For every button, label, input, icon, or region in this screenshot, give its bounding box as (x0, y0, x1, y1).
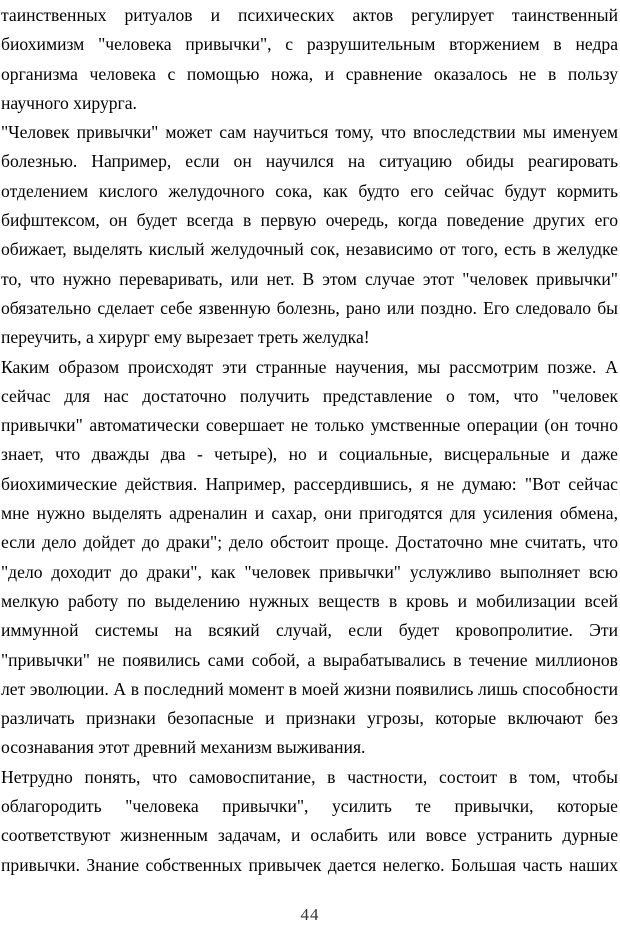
text-line: переучить, а хирург ему вырезает треть желудка! (1, 327, 370, 348)
text-line: "Человек привычки" может сам научиться тому, что впоследствии мы именуем (1, 122, 618, 143)
text-line: иммунной системы на всякий случай, если будет кровопролитие. Эти (1, 620, 618, 641)
text-line: мелкую работу по выделению нужных веществ в кровь и мобилизации всей (1, 590, 618, 611)
text-line: привычки. Знание собственных привычек дается нелегко. Большая часть наших (1, 854, 618, 875)
text-line: соответствуют жизненным задачам, и ослабить или вовсе устранить дурные (1, 825, 618, 846)
text-line: если дело дойдет до драки"; дело обстоит проще. Достаточно мне считать, что (1, 532, 618, 553)
text-line: лет эволюции. А в последний момент в моей жизни появились лишь способности (1, 678, 618, 699)
text-line: сейчас для нас достаточно получить представление о том, что "человек (1, 385, 618, 406)
text-line: облагородить "человека привычки", усилить те привычки, которые (1, 796, 618, 817)
text-line: обижает, выделять кислый желудочный сок, независимо от того, есть в желудке (1, 239, 618, 260)
text-line: организма человека с помощью ножа, и сравнение оказалось не в пользу (1, 63, 618, 84)
text-line: научного хирурга. (1, 92, 137, 113)
text-line: обязательно сделает себе язвенную болезнь, рано или поздно. Его следовало бы (1, 297, 618, 318)
body-text (1, 1, 618, 880)
text-line: привычки" автоматически совершает не только умственные операции (он точно (1, 415, 618, 436)
text-line: таинственных ритуалов и психических актов регулирует таинственный (1, 5, 618, 25)
text-line: бифштексом, он будет всегда в первую очередь, когда поведение других его (1, 210, 618, 231)
text-line: болезнью. Например, если он научился на ситуацию обиды реагировать (1, 151, 618, 172)
text-line: биохимизм "человека привычки", с разрушительным вторжением в недра (1, 34, 618, 55)
text-line: "привычки" не появились сами собой, а вырабатывались в течение миллионов (1, 649, 618, 670)
text-line: то, что нужно переваривать, или нет. В этом случае этот "человек привычки" (1, 268, 618, 289)
text-line: знает, что дважды два - четыре), но и социальные, висцеральные и даже (1, 444, 618, 465)
text-line: "дело доходит до драки", как "человек привычки" услужливо выполняет всю (1, 561, 618, 582)
text-line: отделением кислого желудочного сока, как будто его сейчас будут кормить (1, 180, 618, 201)
text-line: осознавания этот древний механизм выживания. (1, 737, 366, 758)
text-line: Нетрудно понять, что самовоспитание, в частности, состоит в том, чтобы (1, 766, 618, 787)
text-line: Каким образом происходят эти странные научения, мы рассмотрим позже. А (1, 356, 618, 377)
page-number: 44 (300, 905, 320, 924)
text-line: мне нужно выделять адреналин и сахар, они пригодятся для усиления обмена, (1, 503, 618, 524)
text-line: различать признаки безопасные и признаки угрозы, которые включают без (1, 708, 618, 729)
text-line: биохимические действия. Например, рассердившись, я не думаю: "Вот сейчас (1, 473, 618, 494)
